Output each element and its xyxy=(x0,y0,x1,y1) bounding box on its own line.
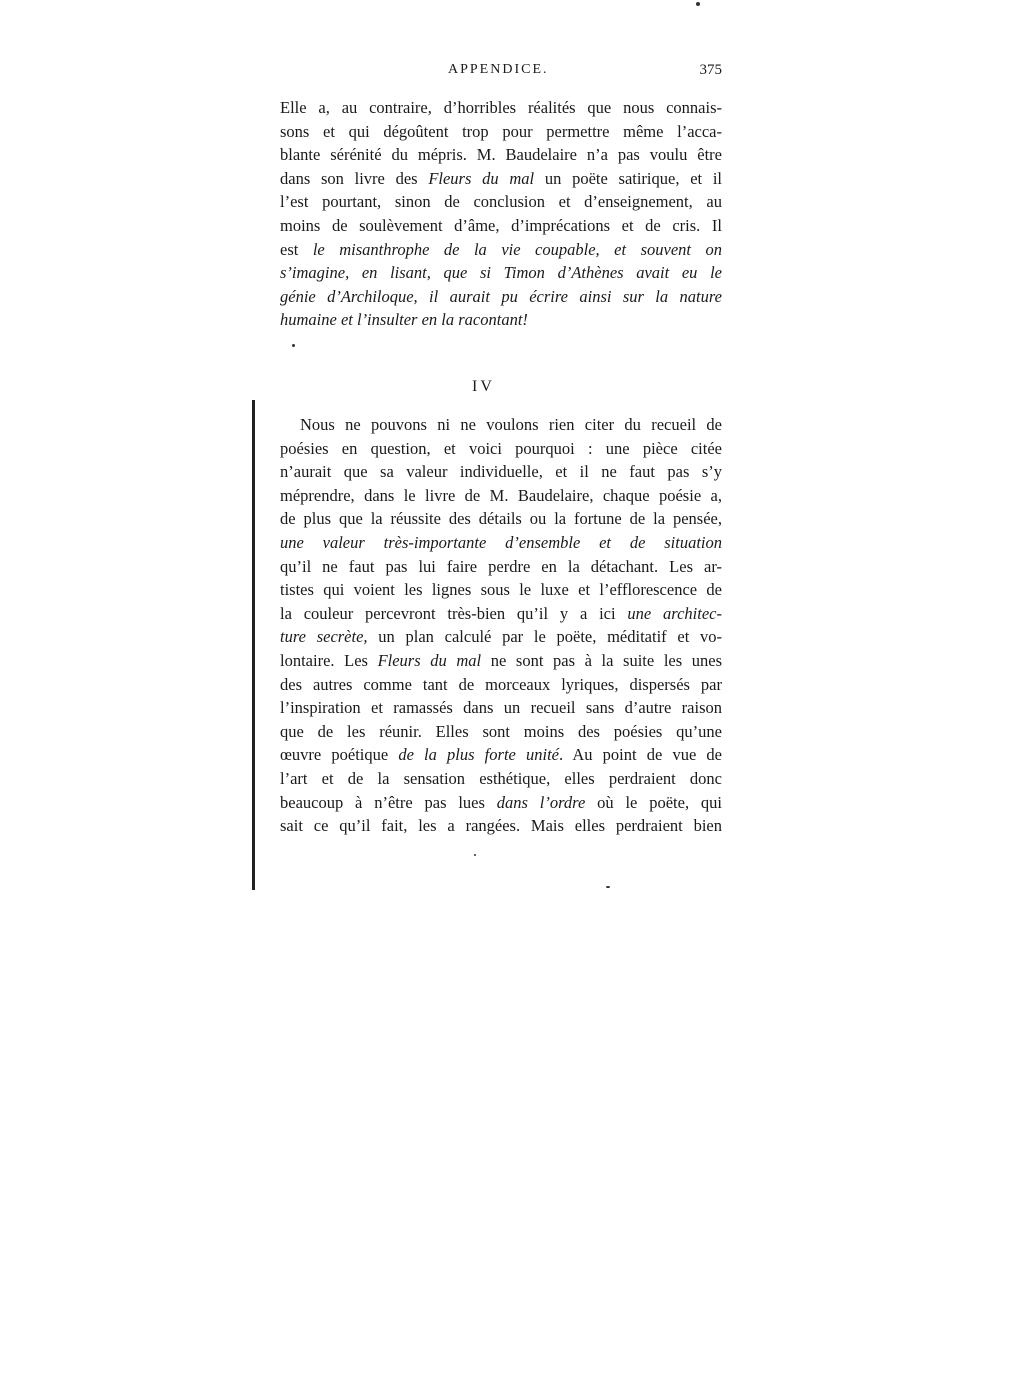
text-line: tistes qui voient les lignes sous le luxe et l’efflorescence de xyxy=(280,580,722,600)
text-line: poésies en question, et voici pourquoi : une pièce citée xyxy=(280,438,722,458)
text-line: une valeur très-importante d’ensemble et de situation xyxy=(280,532,722,552)
text-line: génie d’Archiloque, il aurait pu écrire ainsi sur la nature xyxy=(280,286,722,306)
scan-speck xyxy=(474,854,476,856)
text-line: méprendre, dans le livre de M. Baudelaire, chaque poésie a, xyxy=(280,485,722,505)
running-head xyxy=(280,62,722,86)
text-line: est le misanthrophe de la vie coupable, et souvent on xyxy=(280,239,722,259)
text-line: n’aurait que sa valeur individuelle, et il ne faut pas s’y xyxy=(280,462,722,482)
text-line: des autres comme tant de morceaux lyriques, dispersés par xyxy=(280,674,722,694)
text-line: qu’il ne faut pas lui faire perdre en la détachant. Les ar- xyxy=(280,556,722,576)
text-line: l’inspiration et ramassés dans un recueil sans d’autre raison xyxy=(280,698,722,718)
text-line: que de les réunir. Elles sont moins des poésies qu’une xyxy=(280,721,722,741)
text-line: lontaire. Les Fleurs du mal ne sont pas à la suite les unes xyxy=(280,650,722,670)
text-line: l’est pourtant, sinon de conclusion et d’enseignement, au xyxy=(280,192,722,212)
page-number: 375 xyxy=(699,62,722,78)
section-heading: IV xyxy=(472,378,495,395)
text-line: sons et qui dégoûtent trop pour permettre même l’acca- xyxy=(280,121,722,141)
text-line: humaine et l’insulter en la racontant! xyxy=(280,310,528,330)
text-line: ture secrète, un plan calculé par le poëte, méditatif et vo- xyxy=(280,627,722,647)
text-line: blante sérénité du mépris. M. Baudelaire n’a pas voulu être xyxy=(280,145,722,165)
scan-speck xyxy=(696,2,700,6)
text-line: dans son livre des Fleurs du mal un poëte satirique, et il xyxy=(280,168,722,188)
paragraph-section-iv xyxy=(280,413,722,838)
paragraph-continued xyxy=(280,96,722,332)
margin-rule xyxy=(252,400,255,890)
text-line: moins de soulèvement d’âme, d’imprécations et de cris. Il xyxy=(280,215,722,235)
scan-speck xyxy=(292,344,295,347)
text-line: beaucoup à n’être pas lues dans l’ordre où le poëte, qui xyxy=(280,792,722,812)
text-line: Nous ne pouvons ni ne voulons rien citer du recueil de xyxy=(300,415,722,434)
text-line: œuvre poétique de la plus forte unité. Au point de vue de xyxy=(280,745,722,765)
text-line: s’imagine, en lisant, que si Timon d’Athènes avait eu le xyxy=(280,263,722,283)
text-line: l’art et de la sensation esthétique, elles perdraient donc xyxy=(280,768,722,788)
scan-speck xyxy=(606,886,610,888)
text-line: de plus que la réussite des détails ou la fortune de la pensée, xyxy=(280,509,722,529)
text-line: Elle a, au contraire, d’horribles réalités que nous connais- xyxy=(280,98,722,117)
text-line: sait ce qu’il fait, les a rangées. Mais elles perdraient bien xyxy=(280,816,722,836)
text-line: la couleur percevront très-bien qu’il y a ici une architec- xyxy=(280,603,722,623)
running-title: APPENDICE. xyxy=(448,62,549,77)
